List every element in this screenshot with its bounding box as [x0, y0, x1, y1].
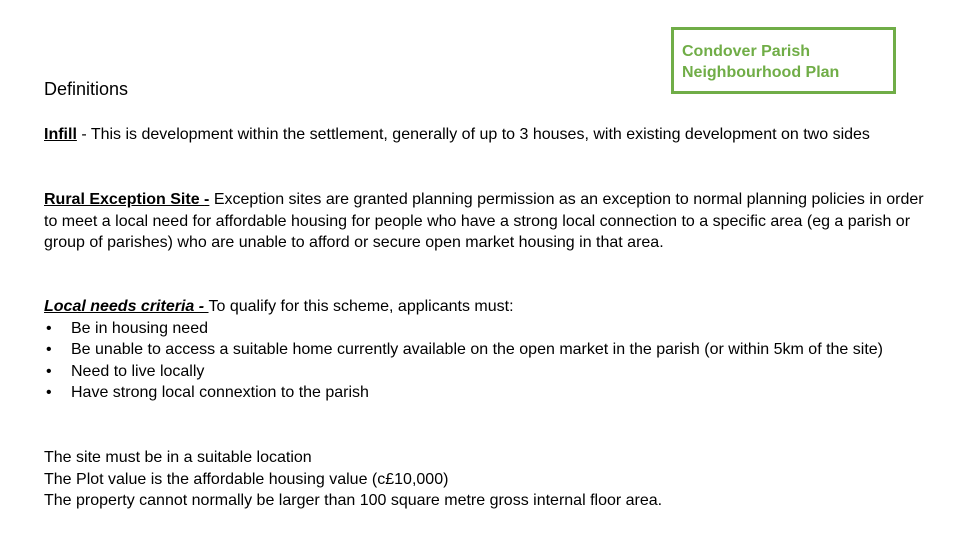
note-line: The site must be in a suitable location	[44, 449, 312, 466]
plan-logo-box	[671, 27, 896, 94]
page-heading: Definitions	[44, 79, 129, 99]
criteria-item: • Have strong local connextion to the parish	[44, 382, 934, 404]
bullet-icon: •	[46, 319, 52, 337]
local-needs-definition	[44, 296, 934, 404]
local-needs-intro: To qualify for this scheme, applicants must:	[208, 298, 514, 315]
rural-exception-term: Rural Exception Site	[44, 191, 205, 208]
rural-exception-definition	[44, 189, 934, 254]
infill-term: Infill	[44, 126, 77, 143]
logo-line-1: Condover Parish	[682, 43, 811, 60]
criteria-item: • Be unable to access a suitable home currently available on the open market in the parish (or within 5km of the site)	[44, 339, 934, 361]
local-needs-intro-line	[44, 296, 934, 318]
local-needs-term: Local needs criteria -	[44, 298, 209, 315]
infill-definition	[44, 124, 960, 146]
bullet-icon: •	[46, 341, 52, 358]
bullet-icon: •	[46, 384, 52, 401]
criteria-list	[44, 318, 934, 404]
infill-text: This is development within the settlement, generally of up to 3 houses, with existing development on two sides	[90, 126, 870, 143]
criteria-item: • Need to live locally	[44, 361, 934, 383]
criteria-item: • Be in housing need	[44, 318, 934, 340]
rural-exception-separator: -	[204, 191, 210, 208]
bullet-icon: •	[46, 362, 52, 380]
logo-line-2: Neighbourhood Plan	[682, 64, 840, 81]
infill-separator: -	[76, 126, 91, 143]
plan-logo-text	[682, 41, 839, 83]
rural-exception-text: Exception sites are granted planning permission as an exception to normal planning policies in order to meet a local need for affordable housing for people who have a strong local connection to a specific area (eg a parish or group of parishes) who are unable to afford or secure open market housing in that area.	[44, 191, 924, 251]
site-notes	[44, 447, 934, 512]
note-line: The Plot value is the affordable housing value (c£10,000)	[44, 470, 449, 488]
note-line: The property cannot normally be larger than 100 square metre gross internal floor area.	[44, 492, 663, 509]
